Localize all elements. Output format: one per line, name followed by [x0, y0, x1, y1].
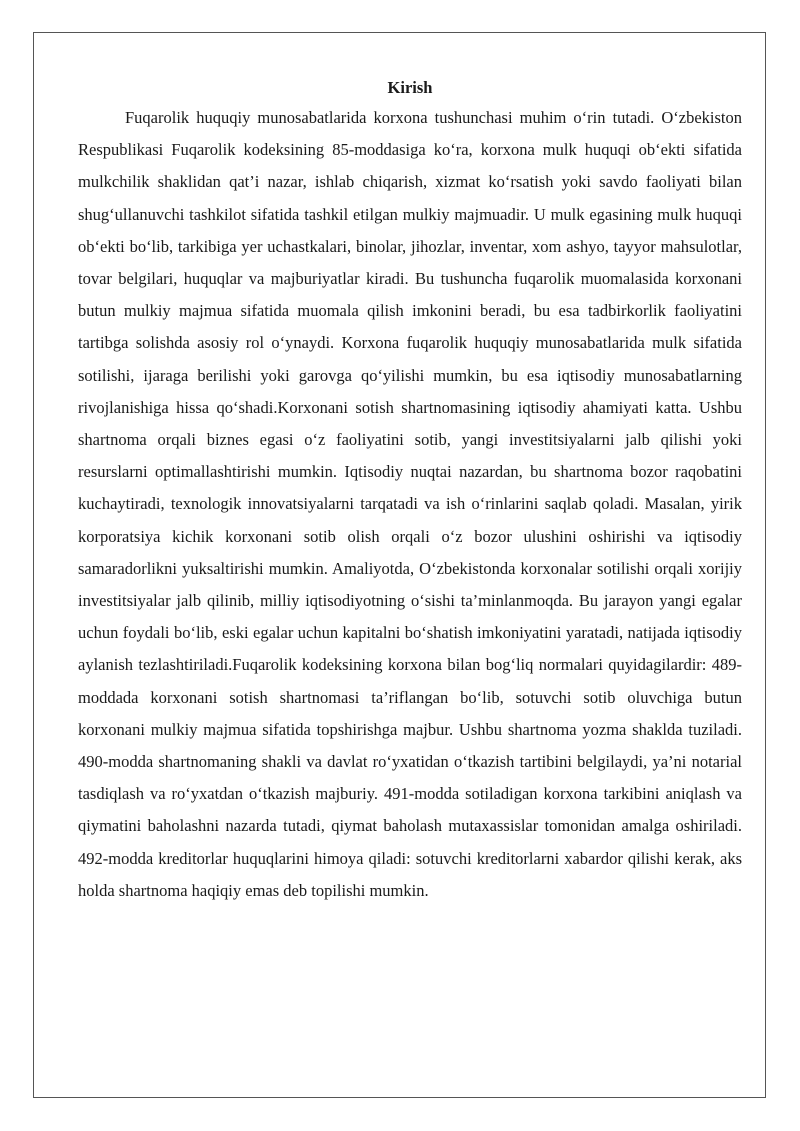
document-content — [78, 74, 742, 907]
document-title: Kirish — [387, 78, 433, 97]
body-paragraph: Fuqarolik huquqiy munosabatlarida korxona tushunchasi muhim o‘rin tutadi. O‘zbekiston Respublikasi Fuqarolik kodeksining 85-moddasiga ko‘ra, korxona mulk huquqi ob‘ekti sifatida mulkchilik shaklidan qat’i nazar, ishlab chiqarish, xizmat ko‘rsatish yoki savdo faoliyati bilan shug‘ullanuvchi tashkilot sifatida tashkil etilgan mulkiy majmuadir. U mulk egasining mulk huquqi ob‘ekti bo‘lib, tarkibiga yer uchastkalari, binolar, jihozlar, inventar, xom ashyo, tayyor mahsulotlar, tovar belgilari, huquqlar va majburiyatlar kiradi. Bu tushuncha fuqarolik muomalasida korxonani butun mulkiy majmua sifatida muomala qilish imkonini beradi, bu esa tadbirkorlik faoliyatini tartibga solishda asosiy rol o‘ynaydi. Korxona fuqarolik huquqiy munosabatlarida mulk sifatida sotilishi, ijaraga berilishi yoki garovga qo‘yilishi mumkin, bu esa iqtisodiy munosabatlarning rivojlanishiga hissa qo‘shadi.Korxonani sotish shartnomasining iqtisodiy ahamiyati katta. Ushbu shartnoma orqali biznes egasi o‘z faoliyatini sotib, yangi investitsiyalarni jalb qilishi yoki resurslarni optimallashtirishi mumkin. Iqtisodiy nuqtai nazardan, bu shartnoma bozor raqobatini kuchaytiradi, texnologik innovatsiyalarni tarqatadi va ish o‘rinlarini saqlab qoladi. Masalan, yirik korporatsiya kichik korxonani sotib olish orqali o‘z bozor ulushini oshirishi va iqtisodiy samaradorlikni yuksaltirishi mumkin. Amaliyotda, O‘zbekistonda korxonalar sotilishi orqali xorijiy investitsiyalar jalb qilinib, milliy iqtisodiyotning o‘sishi ta’minlanmoqda. Bu jarayon yangi egalar uchun foydali bo‘lib, eski egalar uchun kapitalni bo‘shatish imkoniyatini yaratadi, natijada iqtisodiy aylanish tezlashtiriladi.Fuqarolik kodeksining korxona bilan bog‘liq normalari quyidagilardir: 489-moddada korxonani sotish shartnomasi ta’riflangan bo‘lib, sotuvchi sotib oluvchiga butun korxonani mulkiy majmua sifatida topshirishga majbur. Ushbu shartnoma yozma shaklda tuziladi. 490-modda shartnomaning shakli va davlat ro‘yxatidan o‘tkazish tartibini belgilaydi, ya’ni notarial tasdiqlash va ro‘yxatdan o‘tkazish majburiy. 491-modda sotiladigan korxona tarkibini aniqlash va qiymatini baholashni nazarda tutadi, qiymat baholash mutaxassislar tomonidan amalga oshiriladi. 492-modda kreditorlar huquqlarini himoya qiladi: sotuvchi kreditorlarni xabardor qilishi kerak, aks holda shartnoma haqiqiy emas deb topilishi mumkin. — [78, 108, 742, 900]
